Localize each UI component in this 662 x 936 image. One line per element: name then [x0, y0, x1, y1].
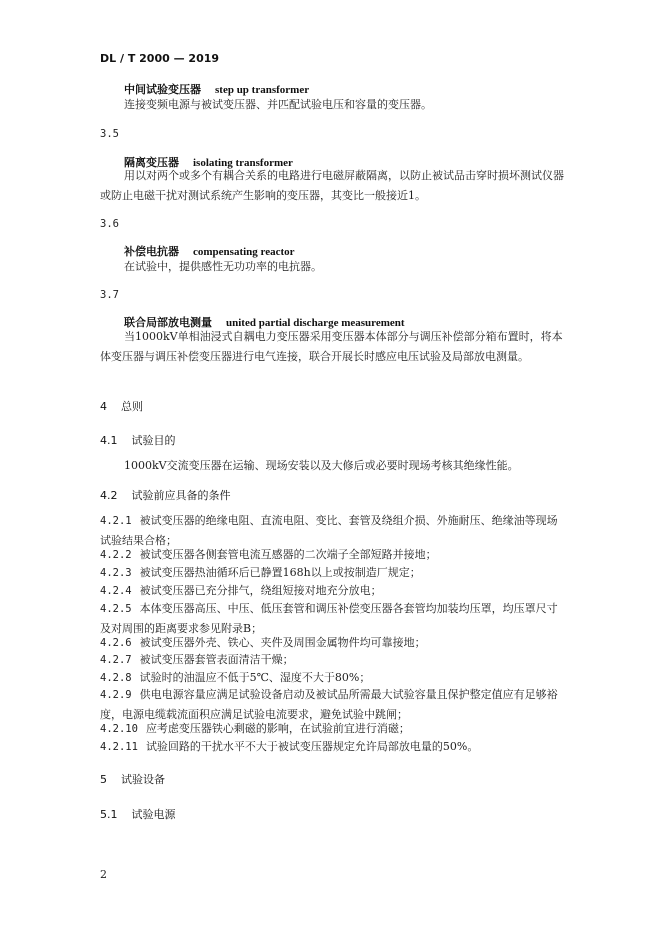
item-number: 4.2.10 — [100, 723, 138, 735]
section-title: 试验前应具备的条件 — [131, 489, 231, 502]
standard-code: DL / T 2000 — 2019 — [100, 52, 220, 65]
item-number: 4.2.8 — [100, 672, 132, 684]
subsection-heading — [100, 806, 176, 822]
subsection-heading — [100, 432, 176, 448]
section-title: 试验电源 — [131, 808, 176, 821]
list-item — [100, 650, 565, 670]
term-en: compensating reactor — [193, 246, 295, 258]
term-zh: 中间试验变压器 — [124, 83, 201, 96]
item-number: 4.2.9 — [100, 689, 132, 701]
clause-number: 3.6 — [100, 218, 119, 230]
section-number: 4.1 — [100, 434, 118, 447]
term-definition: 连接变频电源与被试变压器、并匹配试验电压和容量的变压器。 — [124, 98, 432, 111]
item-text: 应考虑变压器铁心剩磁的影响，在试验前宜进行消磁； — [145, 722, 410, 735]
section-heading — [100, 771, 165, 787]
term-en: step up transformer — [215, 84, 310, 96]
section-title: 总则 — [121, 400, 143, 413]
item-text: 被试变压器热油循环后已静置168h以上或按制造厂规定； — [139, 566, 421, 579]
term-zh: 隔离变压器 — [124, 156, 179, 169]
item-text: 被试变压器已充分排气，绕组短接对地充分放电； — [139, 584, 382, 597]
item-text: 试验时的油温应不低于5℃、湿度不大于80%； — [139, 671, 371, 684]
item-text: 被试变压器套管表面清洁干燥； — [139, 653, 294, 666]
term-zh: 联合局部放电测量 — [124, 316, 212, 329]
clause-number: 3.7 — [100, 289, 119, 301]
term-definition: 在试验中，提供感性无功功率的电抗器。 — [124, 260, 322, 273]
item-text: 试验回路的干扰水平不大于被试变压器规定允许局部放电量的50%。 — [145, 740, 479, 753]
term-definition: 用以对两个或多个有耦合关系的电路进行电磁屏蔽隔离，以防止被试品击穿时损坏测试仪器或防止电磁干扰对测试系统产生影响的变压器，其变比一般接近1。 — [100, 169, 564, 202]
section-number: 4.2 — [100, 489, 118, 502]
section-title: 试验目的 — [131, 434, 176, 447]
term-en: isolating transformer — [193, 157, 293, 169]
section-number: 5 — [100, 773, 107, 786]
list-item — [100, 581, 565, 601]
item-text: 供电电源容量应满足试验设备启动及被试品所需最大试验容量且保护整定值应有足够裕度，电源电缆载流面积应满足试验电流要求，避免试验中跳闸； — [100, 688, 558, 721]
list-item — [100, 563, 565, 583]
list-item — [100, 545, 565, 565]
item-number: 4.2.7 — [100, 654, 132, 666]
subsection-heading — [100, 487, 231, 503]
section-title: 试验设备 — [121, 773, 165, 786]
item-number: 4.2.2 — [100, 549, 132, 561]
item-number: 4.2.4 — [100, 585, 132, 597]
item-number: 4.2.1 — [100, 515, 132, 527]
item-number: 4.2.3 — [100, 567, 132, 579]
item-text: 被试变压器外壳、铁心、夹件及周围金属物件均可靠接地； — [139, 636, 426, 649]
item-number: 4.2.5 — [100, 603, 132, 615]
paragraph: 1000kV交流变压器在运输、现场安装以及大修后或必要时现场考核其绝缘性能。 — [124, 459, 519, 472]
item-number: 4.2.11 — [100, 741, 138, 753]
term-zh: 补偿电抗器 — [124, 245, 179, 258]
item-text: 本体变压器高压、中压、低压套管和调压补偿变压器各套管均加装均压罩，均压罩尺寸及对周围的距离要求参见附录B； — [100, 602, 558, 635]
item-number: 4.2.6 — [100, 637, 132, 649]
page-number: 2 — [100, 868, 107, 881]
list-item — [100, 719, 565, 739]
section-heading — [100, 398, 143, 414]
term-definition: 当1000kV单相油浸式自耦电力变压器采用变压器本体部分与调压补偿部分箱布置时，将本体变压器与调压补偿变压器进行电气连接，联合开展长时感应电压试验及局部放电测量。 — [100, 330, 563, 363]
section-number: 5.1 — [100, 808, 118, 821]
list-item — [100, 737, 565, 757]
item-text: 被试变压器的绝缘电阻、直流电阻、变比、套管及绕组介损、外施耐压、绝缘油等现场试验结果合格； — [100, 514, 558, 547]
section-number: 4 — [100, 400, 107, 413]
item-text: 被试变压器各侧套管电流互感器的二次端子全部短路并接地； — [139, 548, 437, 561]
clause-number: 3.5 — [100, 128, 119, 140]
term-en: united partial discharge measurement — [226, 317, 405, 329]
